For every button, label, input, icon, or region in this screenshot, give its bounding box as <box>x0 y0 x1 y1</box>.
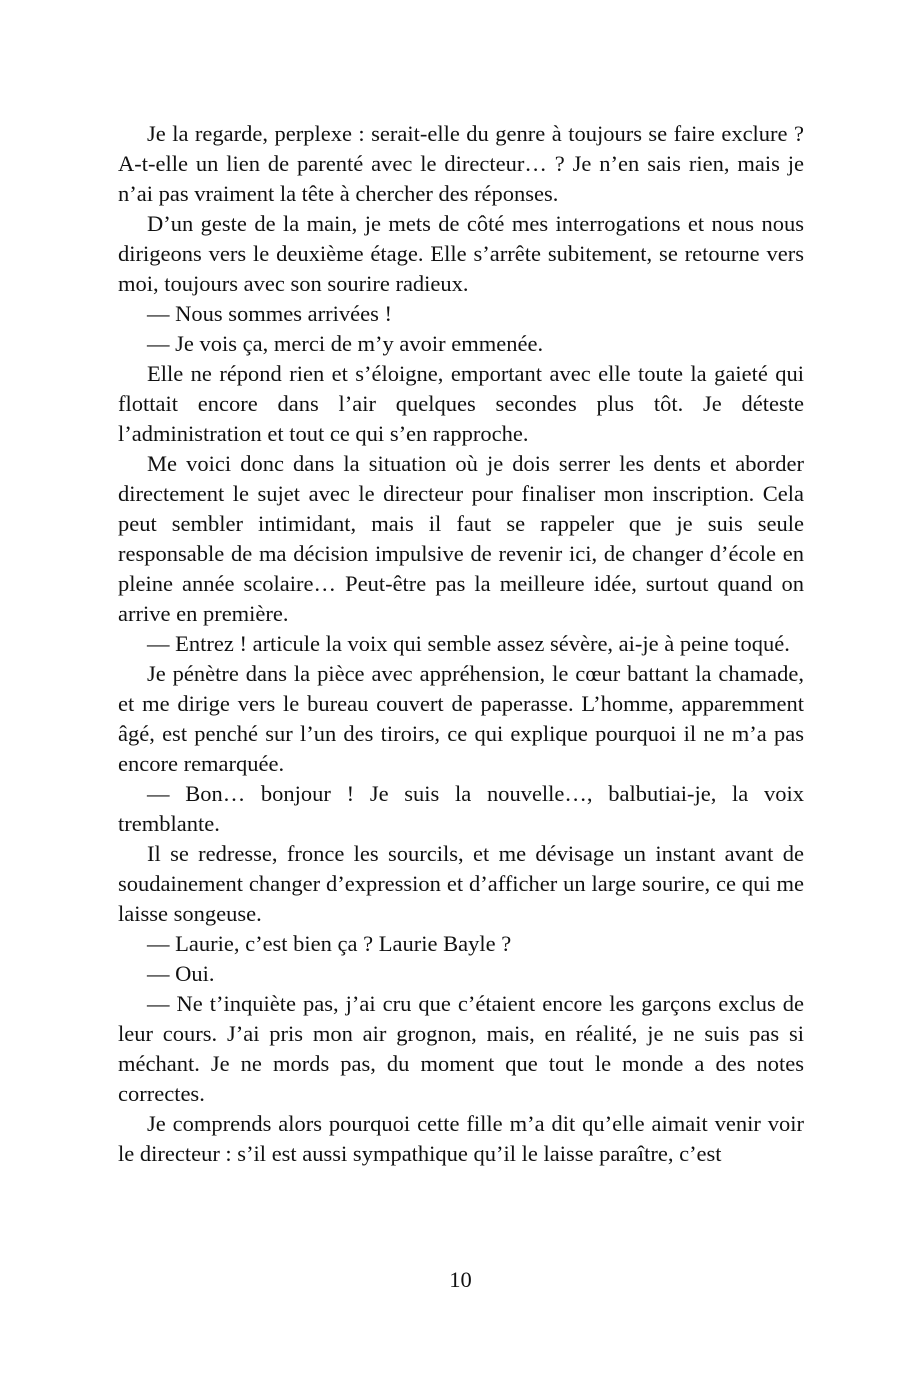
paragraph: Je comprends alors pourquoi cette fille m’a dit qu’elle aimait venir voir le directeur : s’il est aussi sympathique qu’il le laisse paraître, c’est <box>118 1111 804 1166</box>
paragraph: D’un geste de la main, je mets de côté mes interrogations et nous nous dirigeons vers le deuxième étage. Elle s’arrête subitement, se retourne vers moi, toujours avec son sourire radieux. <box>118 211 804 296</box>
dialogue-line: — Ne t’inquiète pas, j’ai cru que c’étaient encore les garçons exclus de leur cours. J’ai pris mon air grognon, mais, en réalité, je ne suis pas si méchant. Je ne mords pas, du moment que tout le monde a des notes correctes. <box>118 991 804 1106</box>
dialogue-line: — Entrez ! articule la voix qui semble assez sévère, ai-je à peine toqué. <box>147 631 790 656</box>
dialogue-line: — Laurie, c’est bien ça ? Laurie Bayle ? <box>147 931 512 956</box>
paragraph: Me voici donc dans la situation où je dois serrer les dents et aborder directement le sujet avec le directeur pour finaliser mon inscription. Cela peut sembler intimidant, mais il faut se rappeler que je suis seule responsable de ma décision impulsive de revenir ici, de changer d’école en pleine année scolaire… Peut-être pas la meilleure idée, surtout quand on arrive en première. <box>118 451 804 626</box>
page-number: 10 <box>449 1267 472 1292</box>
paragraph: Elle ne répond rien et s’éloigne, emportant avec elle toute la gaieté qui flottait encore dans l’air quelques secondes plus tôt. Je déteste l’administration et tout ce qui s’en rapproche. <box>118 361 804 446</box>
paragraph: Je la regarde, perplexe : serait-elle du genre à toujours se faire exclure ? A-t-elle un lien de parenté avec le directeur… ? Je n’en sais rien, mais je n’ai pas vraiment la tête à chercher des réponses. <box>118 121 804 206</box>
dialogue-line: — Nous sommes arrivées ! <box>147 301 392 326</box>
dialogue-line: — Bon… bonjour ! Je suis la nouvelle…, balbutiai-je, la voix tremblante. <box>118 781 804 836</box>
paragraph: Il se redresse, fronce les sourcils, et me dévisage un instant avant de soudainement changer d’expression et d’afficher un large sourire, ce qui me laisse songeuse. <box>118 841 804 926</box>
body-text <box>118 119 804 1169</box>
dialogue-line: — Je vois ça, merci de m’y avoir emmenée. <box>147 331 544 356</box>
paragraph: Je pénètre dans la pièce avec appréhension, le cœur battant la chamade, et me dirige vers le bureau couvert de paperasse. L’homme, apparemment âgé, est penché sur l’un des tiroirs, ce qui explique pourquoi il ne m’a pas encore remarquée. <box>118 661 804 776</box>
dialogue-line: — Oui. <box>147 961 215 986</box>
